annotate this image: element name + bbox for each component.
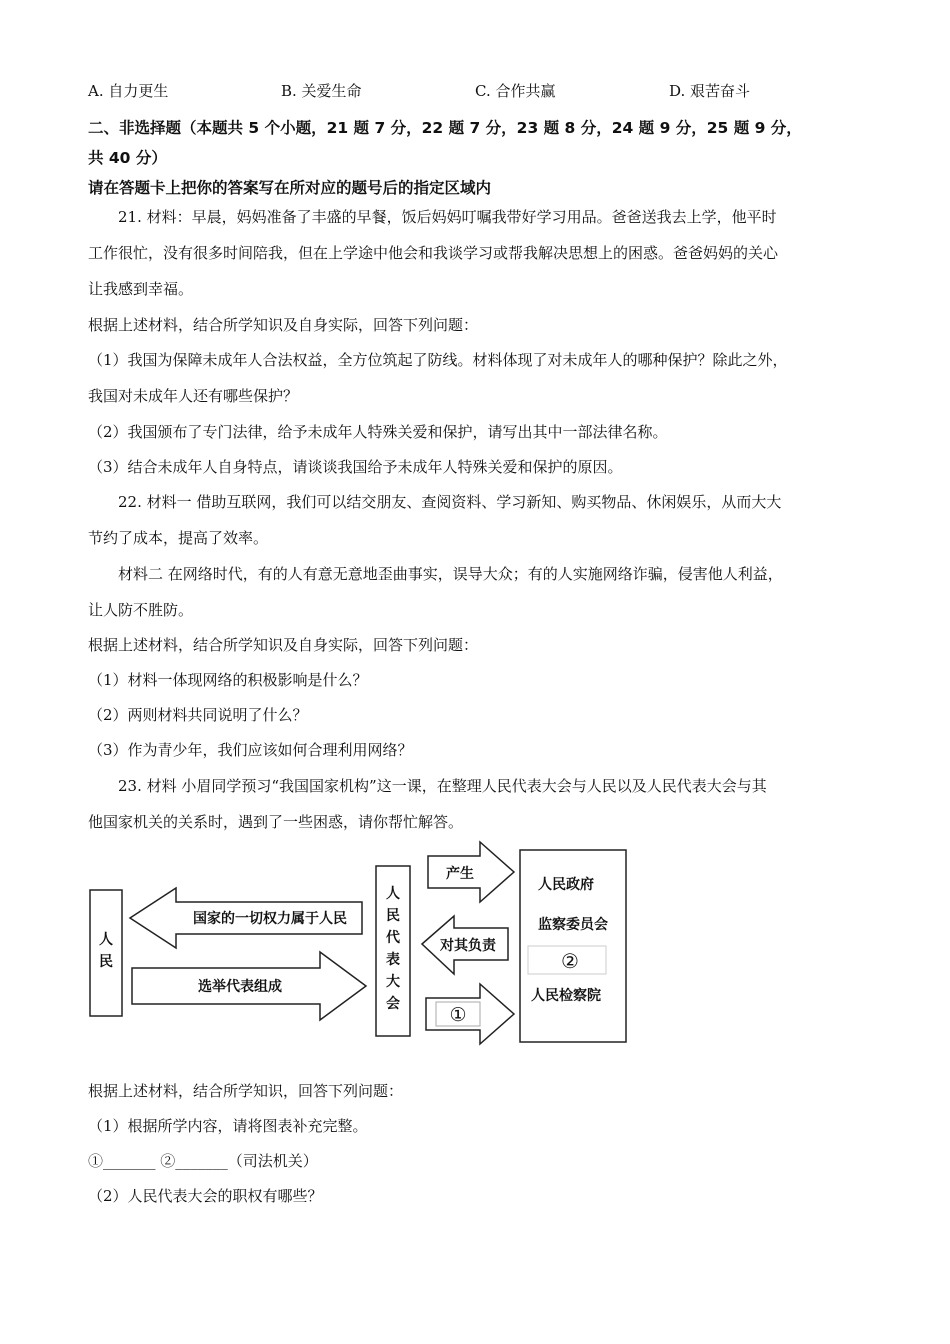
option-b: B. 关爱生命 xyxy=(281,82,362,100)
q23-material-line2: 他国家机关的关系时，遇到了一些困惑，请你帮忙解答。 xyxy=(88,813,464,831)
people-char-1: 人 xyxy=(99,932,113,948)
option-c: C. 合作共赢 xyxy=(475,82,556,100)
q21-material-line1: 21. 材料：早晨，妈妈准备了丰盛的早餐，饭后妈妈叮嘱我带好学习用品。爸爸送我去上学，他平时 xyxy=(118,208,777,226)
npc-char-6: 会 xyxy=(386,996,400,1012)
marker-2: ② xyxy=(561,949,579,973)
choice-options xyxy=(88,80,868,102)
q21-material-line3: 让我感到幸福。 xyxy=(88,280,194,298)
section-instruction: 请在答题卡上把你的答案写在所对应的题号后的指定区域内 xyxy=(88,179,492,197)
q21-sub2: （2）我国颁布了专门法律，给予未成年人特殊关爱和保护，请写出其中一部法律名称。 xyxy=(88,423,668,441)
people-char-2: 民 xyxy=(99,954,113,970)
people-box xyxy=(90,890,122,1016)
q22-material1-line2: 节约了成本，提高了效率。 xyxy=(88,529,269,547)
q21-sub3: （3）结合未成年人自身特点，请谈谈我国给予未成年人特殊关爱和保护的原因。 xyxy=(88,458,623,476)
organ-supervision: 监察委员会 xyxy=(538,917,608,933)
q21-sub1-line2: 我国对未成年人还有哪些保护？ xyxy=(88,387,299,405)
q22-material2-line1: 材料二 在网络时代，有的人有意无意地歪曲事实，误导大众；有的人实施网络诈骗，侵害他人利益， xyxy=(118,565,783,583)
q23-sub2: （2）人民代表大会的职权有哪些？ xyxy=(88,1187,323,1205)
organ-procuratorate: 人民检察院 xyxy=(531,988,601,1004)
marker-1: ① xyxy=(449,1004,467,1026)
section-title-line2: 共 40 分） xyxy=(88,149,167,167)
q21-material-line2: 工作很忙，没有很多时间陪我，但在上学途中他会和我谈学习或帮我解决思想上的困惑。爸爸妈妈的关心 xyxy=(88,244,779,262)
q23-sub1: （1）根据所学内容，请将图表补充完整。 xyxy=(88,1117,368,1135)
npc-char-5: 大 xyxy=(386,974,400,990)
q22-prompt: 根据上述材料，结合所学知识及自身实际，回答下列问题： xyxy=(88,636,479,654)
section-title-line1: 二、非选择题（本题共 5 个小题，21 题 7 分，22 题 7 分，23 题 8 分，24 题 9 分，25 题 9 分， xyxy=(88,119,802,137)
q22-sub1: （1）材料一体现网络的积极影响是什么？ xyxy=(88,671,368,689)
q22-sub2: （2）两则材料共同说明了什么？ xyxy=(88,706,308,724)
npc-char-1: 人 xyxy=(386,886,400,902)
npc-char-2: 民 xyxy=(386,908,400,924)
q23-material-line1: 23. 材料 小眉同学预习“我国国家机构”这一课，在整理人民代表大会与人民以及人民代表大会与其 xyxy=(118,777,767,795)
arrow-responsible-label: 对其负责 xyxy=(440,938,496,954)
q22-material2-line2: 让人防不胜防。 xyxy=(88,601,194,619)
option-a: A. 自力更生 xyxy=(88,82,169,100)
q21-sub1-line1: （1）我国为保障未成年人合法权益，全方位筑起了防线。材料体现了对未成年人的哪种保护？除此之外， xyxy=(88,351,788,369)
arrow-produce-label: 产生 xyxy=(446,866,474,882)
organ-government: 人民政府 xyxy=(538,877,594,893)
q22-material1-line1: 22. 材料一 借助互联网，我们可以结交朋友、查阅资料、学习新知、购买物品、休闲娱乐，从而大大 xyxy=(118,493,782,511)
arrow-elect-label: 选举代表组成 xyxy=(198,979,282,995)
arrow-power-label: 国家的一切权力属于人民 xyxy=(193,911,347,927)
q21-prompt: 根据上述材料，结合所学知识及自身实际，回答下列问题： xyxy=(88,316,479,334)
q23-prompt: 根据上述材料，结合所学知识，回答下列问题： xyxy=(88,1082,404,1100)
state-organs-diagram xyxy=(88,838,628,1048)
q23-blank-line[interactable]: ①_______ ②_______（司法机关） xyxy=(88,1152,318,1170)
npc-char-4: 表 xyxy=(386,952,400,968)
npc-char-3: 代 xyxy=(386,930,400,946)
q22-sub3: （3）作为青少年，我们应该如何合理利用网络？ xyxy=(88,741,413,759)
option-d: D. 艰苦奋斗 xyxy=(669,82,751,100)
